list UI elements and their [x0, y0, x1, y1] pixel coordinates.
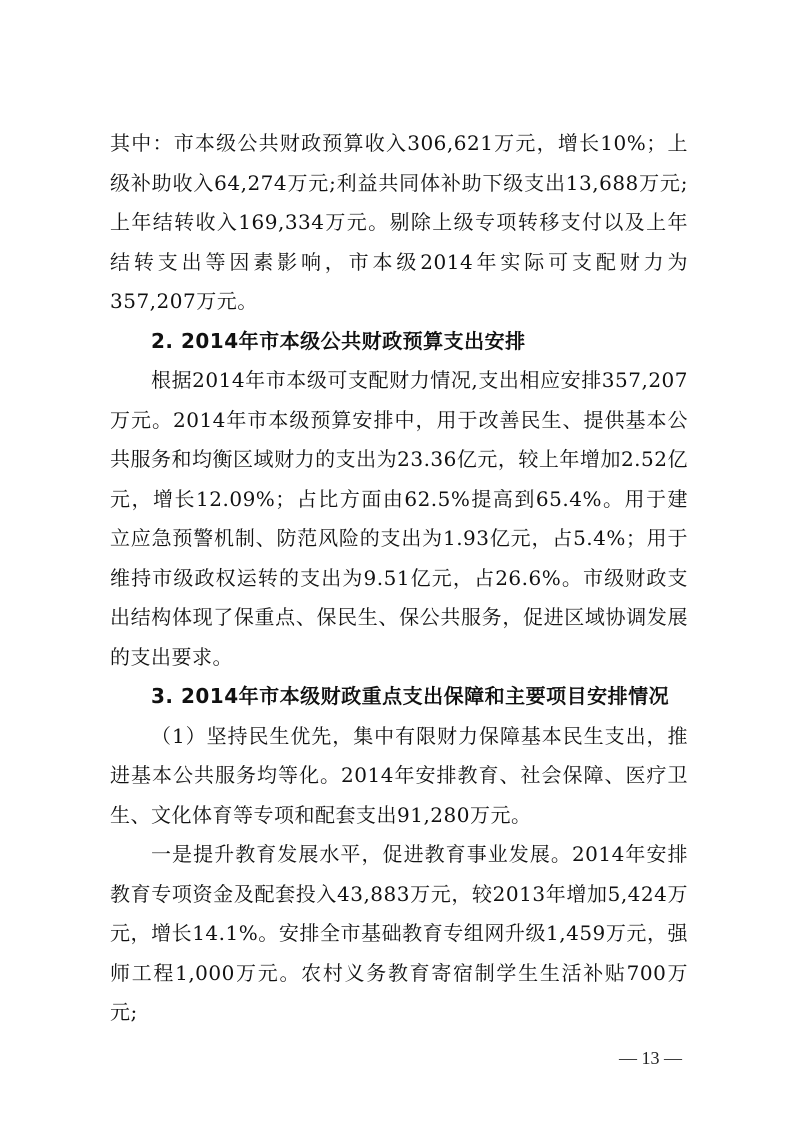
section-heading-3: 3. 2014年市本级财政重点支出保障和主要项目安排情况	[151, 684, 670, 708]
document-body	[110, 124, 688, 1033]
paragraph-livelihood-priority: （1）坚持民生优先，集中有限财力保障基本民生支出，推进基本公共服务均等化。2014年安排教育、社会保障、医疗卫生、文化体育等专项和配套支出91,280万元。	[110, 723, 688, 827]
paragraph-revenue-summary: 其中：市本级公共财政预算收入306,621万元，增长10%；上级补助收入64,274万元;利益共同体补助下级支出13,688万元;上年结转收入169,334万元。剔除上级专项转移支付以及上年结转支出等因素影响，市本级2014年实际可支配财力为357,207万元。	[110, 131, 688, 313]
paragraph-education: 一是提升教育发展水平，促进教育事业发展。2014年安排教育专项资金及配套投入43,883万元，较2013年增加5,424万元，增长14.1%。安排全市基础教育专组网升级1,459万元，强师工程1,000万元。农村义务教育寄宿制学生生活补贴700万元;	[110, 842, 688, 1024]
paragraph-expenditure-arrangement: 根据2014年市本级可支配财力情况,支出相应安排357,207万元。2014年市本级预算安排中，用于改善民生、提供基本公共服务和均衡区域财力的支出为23.36亿元，较上年增加2.52亿元，增长12.09%；占比方面由62.5%提高到65.4%。用于建立应急预警机制、防范风险的支出为1.93亿元，占5.4%；用于维持市级政权运转的支出为9.51亿元，占26.6%。市级财政支出结构体现了保重点、保民生、保公共服务，促进区域协调发展的支出要求。	[110, 368, 688, 669]
section-heading-2: 2. 2014年市本级公共财政预算支出安排	[151, 328, 526, 353]
page-number: — 13 —	[619, 1048, 682, 1068]
